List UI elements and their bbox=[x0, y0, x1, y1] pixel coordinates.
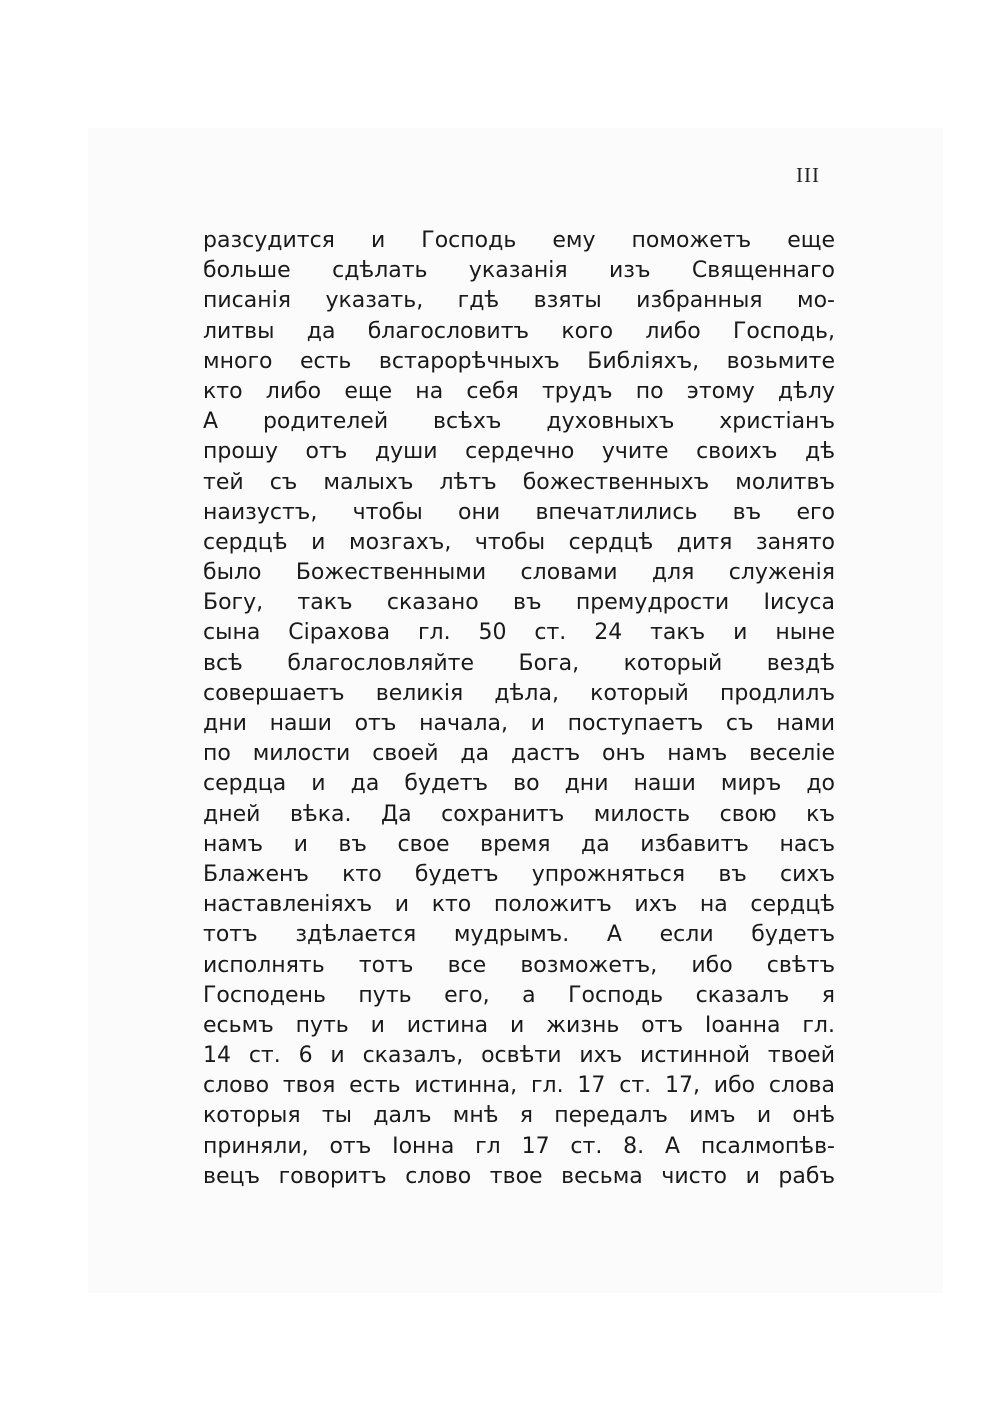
text-line: приняли, отъ Іонна гл 17 ст. 8. А псалмопѣв- bbox=[203, 1133, 835, 1159]
text-line: намъ и въ свое время да избавитъ насъ bbox=[203, 831, 835, 857]
text-line: слово твоя есть истинна, гл. 17 ст. 17, ибо слова bbox=[203, 1073, 835, 1099]
text-line: Господень путь его, а Господь сказалъ я bbox=[203, 982, 835, 1008]
text-line: совершаетъ великія дѣла, который продлилъ bbox=[203, 680, 835, 706]
text-line: много есть встарорѣчныхъ Библіяхъ, возьмите bbox=[203, 348, 835, 374]
text-line: А родителей всѣхъ духовныхъ христіанъ bbox=[203, 409, 835, 435]
text-line: 14 ст. 6 и сказалъ, освѣти ихъ истинной твоей bbox=[203, 1043, 835, 1069]
text-line: прошу отъ души сердечно учите своихъ дѣ bbox=[203, 439, 835, 465]
text-line: Богу, такъ сказано въ премудрости Іисуса bbox=[203, 590, 835, 616]
text-line: сердцѣ и мозгахъ, чтобы сердцѣ дитя занято bbox=[203, 529, 835, 555]
text-line: которыя ты далъ мнѣ я передалъ имъ и онѣ bbox=[203, 1103, 835, 1129]
text-line: было Божественными словами для служенія bbox=[203, 560, 835, 586]
text-line: наизустъ, чтобы они впечатлились въ его bbox=[203, 499, 835, 525]
text-line: сердца и да будетъ во дни наши миръ до bbox=[203, 771, 835, 797]
text-line: дней вѣка. Да сохранитъ милость свою къ bbox=[203, 801, 835, 827]
text-line: тей съ малыхъ лѣтъ божественныхъ молитвъ bbox=[203, 469, 835, 495]
text-line: писанія указать, гдѣ взяты избранныя мо- bbox=[203, 288, 835, 314]
text-line: кто либо еще на себя трудъ по этому дѣлу bbox=[203, 378, 835, 404]
text-line: разсудится и Господь ему поможетъ еще bbox=[203, 228, 835, 253]
text-line: наставленіяхъ и кто положитъ ихъ на сердцѣ bbox=[203, 892, 835, 918]
text-line: всѣ благословляйте Бога, который вездѣ bbox=[203, 650, 835, 676]
text-line: тотъ здѣлается мудрымъ. А если будетъ bbox=[203, 922, 835, 948]
text-line: по милости своей да дастъ онъ намъ веселіе bbox=[203, 741, 835, 767]
text-line: исполнять тотъ все возможетъ, ибо свѣтъ bbox=[203, 952, 835, 978]
text-line: вецъ говоритъ слово твое весьма чисто и рабъ bbox=[203, 1163, 835, 1189]
text-line: дни наши отъ начала, и поступаетъ съ нами bbox=[203, 711, 835, 736]
text-line: есьмъ путь и истина и жизнь отъ Іоанна гл. bbox=[203, 1012, 835, 1038]
text-line: сына Сірахова гл. 50 ст. 24 такъ и ныне bbox=[203, 620, 835, 646]
body-text bbox=[203, 226, 835, 1192]
text-line: больше сдѣлать указанія изъ Священнаго bbox=[203, 258, 835, 284]
text-line: Блаженъ кто будетъ упрожняться въ сихъ bbox=[203, 861, 835, 887]
text-line: литвы да благословитъ кого либо Господь, bbox=[203, 318, 835, 344]
page-number: III bbox=[796, 163, 820, 187]
